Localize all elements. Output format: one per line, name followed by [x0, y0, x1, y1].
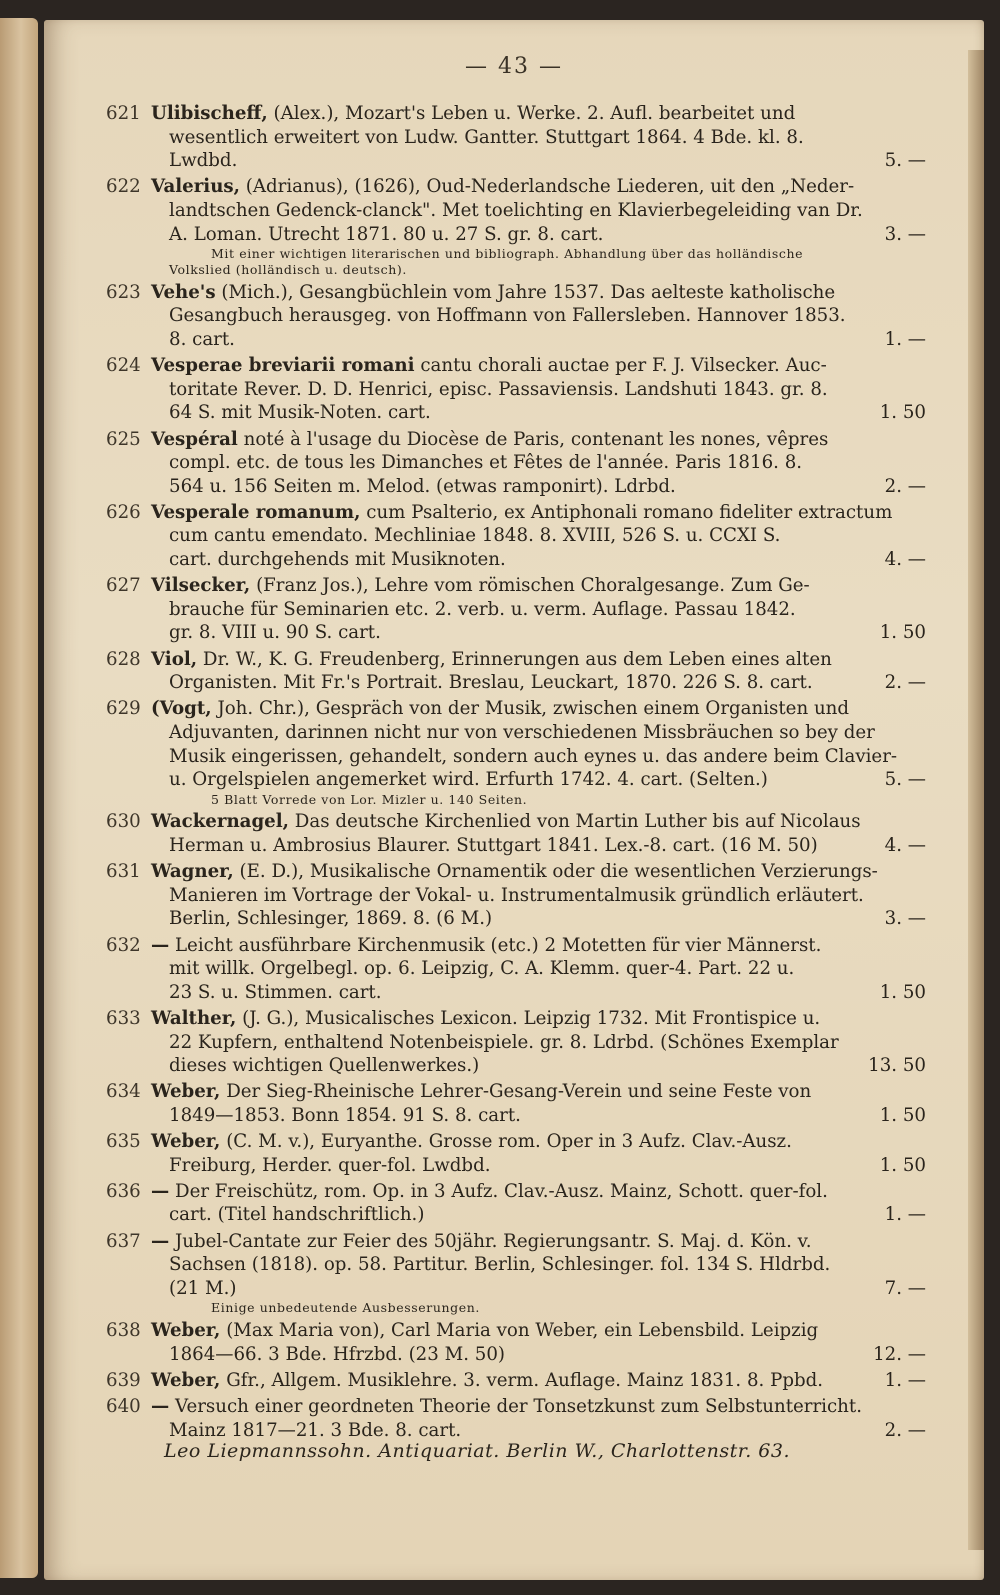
entry-line-text — [169, 1419, 461, 1443]
entry-text: Gesangbuch herausgeg. von Hoffmann von Fallersleben. Hannover 1853. — [169, 305, 846, 327]
entry-line — [151, 671, 926, 695]
entry-line-text — [169, 1253, 830, 1277]
catalog-entry — [106, 1319, 926, 1366]
entry-text: Der Freischütz, rom. Op. in 3 Aufz. Clav.-Ausz. Mainz, Schott. quer-fol. — [174, 1180, 828, 1202]
entry-author: Walther, — [151, 1007, 237, 1029]
entry-text: 8. cart. — [169, 328, 235, 350]
entry-author: Vespéral — [151, 428, 238, 450]
catalog-entry — [106, 1230, 926, 1317]
entry-line — [151, 598, 926, 622]
entry-text: Manieren im Vortrage der Vokal- u. Instrumentalmusik gründlich erläutert. — [169, 884, 864, 906]
catalog-entry — [106, 281, 926, 352]
entry-line-text — [169, 149, 237, 173]
entry-line-text — [169, 621, 381, 645]
entry-price: 1. — — [884, 328, 926, 350]
entry-author: — — [151, 1395, 170, 1417]
entry-text: compl. etc. de tous les Dimanches et Fêtes de l'année. Paris 1816. 8. — [169, 452, 803, 474]
entry-text: cum cantu emendato. Mechliniae 1848. 8. XVIII, 526 S. u. CCXI S. — [169, 525, 781, 547]
entry-line — [151, 328, 926, 352]
entry-text: 22 Kupfern, enthaltend Notenbeispiele. gr. 8. Ldrbd. (Schönes Exemplar — [169, 1031, 839, 1053]
catalog-entry — [106, 1395, 926, 1442]
entry-price: 12. — — [873, 1343, 926, 1365]
entry-number: 621 — [106, 103, 141, 124]
entry-line-text — [169, 451, 802, 475]
entry-author: Valerius, — [151, 176, 240, 198]
entry-text: noté à l'usage du Diocèse de Paris, contenant les nones, vêpres — [243, 428, 829, 450]
entry-line — [151, 648, 926, 672]
entry-line-text — [151, 1180, 828, 1204]
entry-line — [151, 697, 926, 721]
entry-line-text — [169, 1203, 424, 1227]
entry-line — [151, 102, 926, 126]
entry-price: 1. 50 — [879, 622, 926, 644]
entry-text: cart. (Titel handschriftlich.) — [169, 1204, 425, 1226]
entry-line-text — [169, 907, 492, 931]
entry-number: 622 — [106, 176, 141, 198]
catalog-entry — [106, 354, 926, 425]
catalog-entry — [106, 934, 926, 1005]
entry-body — [151, 428, 926, 499]
entry-line-text — [169, 1277, 237, 1301]
entry-text: brauche für Seminarien etc. 2. verb. u. verm. Auflage. Passau 1842. — [169, 598, 796, 620]
entry-line-text — [169, 1104, 521, 1128]
entry-number: 629 — [106, 698, 141, 720]
entry-line-text — [151, 102, 795, 126]
catalog-entries — [106, 102, 926, 1445]
entry-line — [151, 428, 926, 452]
entry-price: 7. — — [884, 1277, 926, 1299]
entry-text: (E. D.), Musikalische Ornamentik oder die wesentlichen Verzierungs- — [239, 861, 878, 883]
entry-text: gr. 8. VIII u. 90 S. cart. — [169, 622, 381, 644]
entry-line — [151, 884, 926, 908]
entry-line — [151, 281, 926, 305]
entry-author: — — [151, 934, 170, 956]
entry-text: (Franz Jos.), Lehre vom römischen Choralgesange. Zum Ge- — [256, 575, 810, 597]
entry-line — [151, 745, 926, 769]
entry-price: 5. — — [884, 769, 926, 791]
entry-body — [151, 281, 926, 352]
entry-body — [151, 102, 926, 173]
entry-number: 634 — [106, 1081, 141, 1103]
entry-text: cart. durchgehends mit Musiknoten. — [169, 549, 506, 571]
entry-text: Gfr., Allgem. Musiklehre. 3. verm. Auflage. Mainz 1831. 8. Ppbd. — [226, 1369, 824, 1391]
entry-line — [151, 354, 926, 378]
entry-line — [151, 126, 926, 150]
entry-author: Weber, — [151, 1369, 221, 1391]
entry-text: u. Orgelspielen angemerket wird. Erfurth 1742. 4. cart. (Selten.) — [169, 769, 768, 791]
entry-body — [151, 574, 926, 645]
entry-number: 640 — [106, 1395, 141, 1417]
entry-number: 624 — [106, 355, 141, 377]
catalog-entry — [106, 428, 926, 499]
entry-line-text — [169, 223, 603, 247]
entry-line — [151, 1080, 926, 1104]
entry-author: (Vogt, — [151, 698, 212, 720]
entry-line-text — [151, 501, 892, 525]
entry-line-text — [169, 126, 804, 150]
entry-line — [151, 621, 926, 645]
entry-text: landtschen Gedenck-clanck". Met toelichting en Klavierbegeleiding van Dr. — [169, 199, 863, 221]
entry-line-text — [169, 768, 768, 792]
entry-number: 633 — [106, 1007, 141, 1029]
entry-line-text — [169, 834, 818, 858]
entry-line-text — [151, 1395, 862, 1419]
entry-line-text — [169, 1154, 491, 1178]
entry-price: 4. — — [884, 549, 926, 571]
entry-number: 630 — [106, 811, 141, 833]
entry-line-text — [169, 598, 796, 622]
entry-line — [151, 1343, 926, 1367]
entry-line-text — [169, 1054, 479, 1078]
catalog-entry — [106, 1007, 926, 1078]
entry-line-text — [151, 428, 828, 452]
entry-price: 1. 50 — [879, 981, 926, 1003]
entry-note: Mit einer wichtigen literarischen und bibliograph. Abhandlung über das holländische — [211, 246, 804, 262]
entry-price: 2. — — [884, 1419, 926, 1441]
entry-body — [151, 1395, 926, 1442]
catalog-entry — [106, 1180, 926, 1227]
entry-line-text — [151, 1130, 792, 1154]
entry-line — [151, 721, 926, 745]
entry-price: 3. — — [884, 223, 926, 245]
entry-text: (Max Maria von), Carl Maria von Weber, ein Lebensbild. Leipzig — [226, 1320, 819, 1341]
entry-line — [151, 957, 926, 981]
entry-text: Lwdbd. — [169, 150, 238, 172]
entry-text: wesentlich erweitert von Ludw. Gantter. Stuttgart 1864. 4 Bde. kl. 8. — [169, 126, 804, 148]
entry-line — [151, 501, 926, 525]
entry-line — [151, 524, 926, 548]
entry-text: Dr. W., K. G. Freudenberg, Erinnerungen aus dem Leben eines alten — [202, 648, 832, 670]
entry-text: Versuch einer geordneten Theorie der Tonsetzkunst zum Selbstunterricht. — [174, 1395, 862, 1417]
entry-line — [151, 860, 926, 884]
entry-body — [151, 1369, 926, 1393]
entry-line — [151, 1419, 926, 1443]
entry-author: — — [151, 1230, 170, 1252]
entry-line — [151, 548, 926, 572]
entry-text: 1849—1853. Bonn 1854. 91 S. 8. cart. — [169, 1104, 521, 1126]
entry-text: 23 S. u. Stimmen. cart. — [169, 981, 382, 1003]
entry-line — [151, 834, 926, 858]
catalog-entry — [106, 1130, 926, 1177]
entry-body — [151, 501, 926, 572]
entry-line-text — [169, 304, 846, 328]
entry-text: dieses wichtigen Quellenwerkes.) — [169, 1055, 480, 1077]
entry-author: Wackernagel, — [151, 811, 289, 833]
entry-text: (21 M.) — [169, 1277, 237, 1299]
entry-line — [151, 149, 926, 173]
entry-line — [151, 1253, 926, 1277]
entry-text: Jubel-Cantate zur Feier des 50jähr. Regierungsantr. S. Maj. d. Kön. v. — [174, 1230, 812, 1252]
entry-line-text — [151, 697, 849, 721]
entry-line — [151, 199, 926, 223]
entry-line — [151, 175, 926, 199]
entry-line-text — [169, 745, 897, 769]
entry-text: cum Psalterio, ex Antiphonali romano fideliter extractum — [366, 501, 893, 523]
entry-text: (Adrianus), (1626), Oud-Nederlandsche Liederen, uit den „Neder- — [245, 176, 855, 198]
entry-line-text — [151, 281, 835, 305]
entry-text: 64 S. mit Musik-Noten. cart. — [169, 402, 431, 424]
entry-line-text — [169, 1031, 839, 1055]
entry-price: 1. 50 — [879, 402, 926, 424]
catalog-entry — [106, 175, 926, 278]
entry-author: Vehe's — [151, 281, 216, 303]
entry-text: Berlin, Schlesinger, 1869. 8. (6 M.) — [169, 908, 493, 930]
catalog-entry — [106, 1080, 926, 1127]
entry-body — [151, 697, 926, 807]
entry-line — [151, 1230, 926, 1254]
entry-body — [151, 860, 926, 931]
entry-line — [151, 304, 926, 328]
entry-line — [151, 1369, 926, 1393]
entry-line-text — [151, 648, 832, 672]
entry-author: Vilsecker, — [151, 575, 251, 597]
entry-text: Freiburg, Herder. quer-fol. Lwdbd. — [169, 1154, 491, 1176]
entry-number: 638 — [106, 1320, 141, 1341]
entry-line — [151, 1031, 926, 1055]
entry-text: Adjuvanten, darinnen nicht nur von verschiedenen Missbräuchen so bey der — [169, 722, 875, 743]
entry-text: (Alex.), Mozart's Leben u. Werke. 2. Aufl. bearbeitet und — [273, 103, 796, 124]
entry-text: Organisten. Mit Fr.'s Portrait. Breslau, Leuckart, 1870. 226 S. 8. cart. — [169, 672, 813, 694]
entry-text: mit willk. Orgelbegl. op. 6. Leipzig, C. A. Klemm. quer-4. Part. 22 u. — [169, 958, 795, 980]
entry-text: 1864—66. 3 Bde. Hfrzbd. (23 M. 50) — [169, 1343, 506, 1365]
catalog-entry — [106, 501, 926, 572]
entry-price: 1. — — [884, 1204, 926, 1226]
entry-line-text — [169, 548, 506, 572]
entry-text: Sachsen (1818). op. 58. Partitur. Berlin, Schlesinger. fol. 134 S. Hldrbd. — [169, 1254, 831, 1276]
entry-line-text — [169, 1343, 505, 1367]
entry-price: 1. 50 — [879, 1104, 926, 1126]
entry-text: Herman u. Ambrosius Blaurer. Stuttgart 1841. Lex.-8. cart. (16 M. 50) — [169, 834, 818, 856]
entry-body — [151, 1080, 926, 1127]
entry-body — [151, 1007, 926, 1078]
entry-line-text — [151, 1319, 818, 1343]
entry-line-text — [169, 401, 431, 425]
entry-price: 5. — — [884, 150, 926, 172]
entry-text: Musik eingerissen, gehandelt, sondern auch eynes u. das andere beim Clavier- — [169, 745, 898, 767]
entry-author: Weber, — [151, 1320, 221, 1341]
entry-author: Vesperale romanum, — [151, 501, 361, 523]
entry-body — [151, 1319, 926, 1366]
entry-line — [151, 981, 926, 1005]
entry-line — [151, 223, 926, 247]
entry-body — [151, 648, 926, 695]
entry-text: Mainz 1817—21. 3 Bde. 8. cart. — [169, 1419, 462, 1441]
entry-text: Leicht ausführbare Kirchenmusik (etc.) 2 Motetten für vier Männerst. — [174, 934, 822, 956]
entry-line-text — [151, 1230, 812, 1254]
entry-note: Einige unbedeutende Ausbesserungen. — [211, 1300, 480, 1316]
entry-price: 1. 50 — [879, 1154, 926, 1176]
entry-line — [151, 1104, 926, 1128]
entry-line — [151, 574, 926, 598]
entry-price: 2. — — [884, 475, 926, 497]
entry-text: (J. G.), Musicalisches Lexicon. Leipzig 1732. Mit Frontispice u. — [242, 1007, 821, 1029]
entry-line — [151, 934, 926, 958]
entry-number: 628 — [106, 648, 141, 670]
entry-text: toritate Rever. D. D. Henrici, episc. Passaviensis. Landshuti 1843. gr. 8. — [169, 378, 828, 400]
entry-number: 635 — [106, 1131, 141, 1153]
entry-number: 625 — [106, 428, 141, 450]
entry-body — [151, 810, 926, 857]
entry-text: Das deutsche Kirchenlied von Martin Luther bis auf Nicolaus — [294, 811, 861, 833]
entry-price: 2. — — [884, 672, 926, 694]
entry-line — [151, 1277, 926, 1301]
entry-line — [151, 1007, 926, 1031]
entry-note: 5 Blatt Vorrede von Lor. Mizler u. 140 Seiten. — [211, 791, 528, 807]
entry-line-text — [169, 721, 875, 745]
entry-text: 564 u. 156 Seiten m. Melod. (etwas ramponirt). Ldrbd. — [169, 475, 676, 497]
entry-author: — — [151, 1180, 170, 1202]
entry-line — [151, 1180, 926, 1204]
entry-line-text — [169, 884, 864, 908]
entry-line — [151, 378, 926, 402]
catalog-entry — [106, 102, 926, 173]
entry-number: 639 — [106, 1369, 141, 1391]
entry-line — [151, 451, 926, 475]
entry-text: (Mich.), Gesangbüchlein vom Jahre 1537. Das aelteste katholische — [221, 281, 836, 303]
entry-line-text — [169, 199, 863, 223]
entry-line-text — [151, 1080, 811, 1104]
entry-line — [151, 810, 926, 834]
entry-line — [151, 768, 926, 792]
entry-line-text — [169, 524, 780, 548]
page-number: — 43 — — [465, 54, 563, 79]
entry-note-continued: Volkslied (holländisch u. deutsch). — [169, 262, 407, 278]
entry-line-text — [151, 810, 861, 834]
entry-line — [151, 1319, 926, 1343]
entry-line-text — [169, 475, 676, 499]
entry-line — [151, 1130, 926, 1154]
entry-text: Der Sieg-Rheinische Lehrer-Gesang-Verein und seine Feste von — [226, 1081, 812, 1103]
entry-price: 1. — — [884, 1369, 926, 1391]
entry-line — [151, 475, 926, 499]
entry-body — [151, 1130, 926, 1177]
entry-text: A. Loman. Utrecht 1871. 80 u. 27 S. gr. 8. cart. — [169, 223, 604, 245]
entry-author: Vesperae breviarii romani — [151, 355, 415, 377]
publisher-footer: Leo Liepmannssohn. Antiquariat. Berlin W., Charlottenstr. 63. — [164, 1440, 791, 1462]
entry-body — [151, 934, 926, 1005]
catalog-entry — [106, 1369, 926, 1393]
entry-number: 632 — [106, 934, 141, 956]
entry-body — [151, 1180, 926, 1227]
entry-line — [151, 1203, 926, 1227]
page-fore-edge — [968, 50, 984, 1550]
entry-author: Weber, — [151, 1131, 221, 1153]
entry-line-text — [169, 378, 828, 402]
catalog-entry — [106, 860, 926, 931]
entry-line-text — [151, 1007, 820, 1031]
entry-line — [151, 907, 926, 931]
entry-author: Wagner, — [151, 861, 234, 883]
entry-line — [151, 401, 926, 425]
entry-body — [151, 1230, 926, 1317]
entry-line-text — [169, 957, 794, 981]
entry-author: Weber, — [151, 1081, 221, 1103]
left-page-edge — [0, 18, 38, 1578]
entry-line-text — [151, 354, 827, 378]
entry-line-text — [151, 934, 821, 958]
entry-price: 4. — — [884, 834, 926, 856]
catalog-entry — [106, 648, 926, 695]
entry-text: cantu chorali auctae per F. J. Vilsecker. Auc- — [420, 355, 827, 377]
entry-body — [151, 354, 926, 425]
entry-number: 626 — [106, 501, 141, 523]
entry-author: Viol, — [151, 648, 198, 670]
entry-line-text — [151, 574, 810, 598]
entry-line — [151, 1154, 926, 1178]
entry-text: Joh. Chr.), Gespräch von der Musik, zwischen einem Organisten und — [217, 698, 850, 720]
entry-line — [151, 1054, 926, 1078]
entry-line-text — [169, 671, 813, 695]
entry-line-text — [169, 981, 382, 1005]
entry-number: 637 — [106, 1230, 141, 1252]
entry-number: 627 — [106, 575, 141, 597]
catalog-page — [44, 20, 984, 1580]
entry-number: 631 — [106, 861, 141, 883]
catalog-entry — [106, 574, 926, 645]
entry-line — [151, 1395, 926, 1419]
catalog-entry — [106, 697, 926, 807]
entry-number: 636 — [106, 1180, 141, 1202]
entry-price: 13. 50 — [868, 1055, 926, 1077]
entry-line-text — [151, 860, 878, 884]
catalog-entry — [106, 810, 926, 857]
entry-body — [151, 175, 926, 278]
entry-price: 3. — — [884, 908, 926, 930]
entry-line-text — [151, 1369, 823, 1393]
entry-line-text — [169, 328, 235, 352]
entry-number: 623 — [106, 281, 141, 303]
entry-line-text — [151, 175, 854, 199]
entry-text: (C. M. v.), Euryanthe. Grosse rom. Oper in 3 Aufz. Clav.-Ausz. — [226, 1131, 792, 1153]
entry-author: Ulibischeff, — [151, 103, 268, 124]
